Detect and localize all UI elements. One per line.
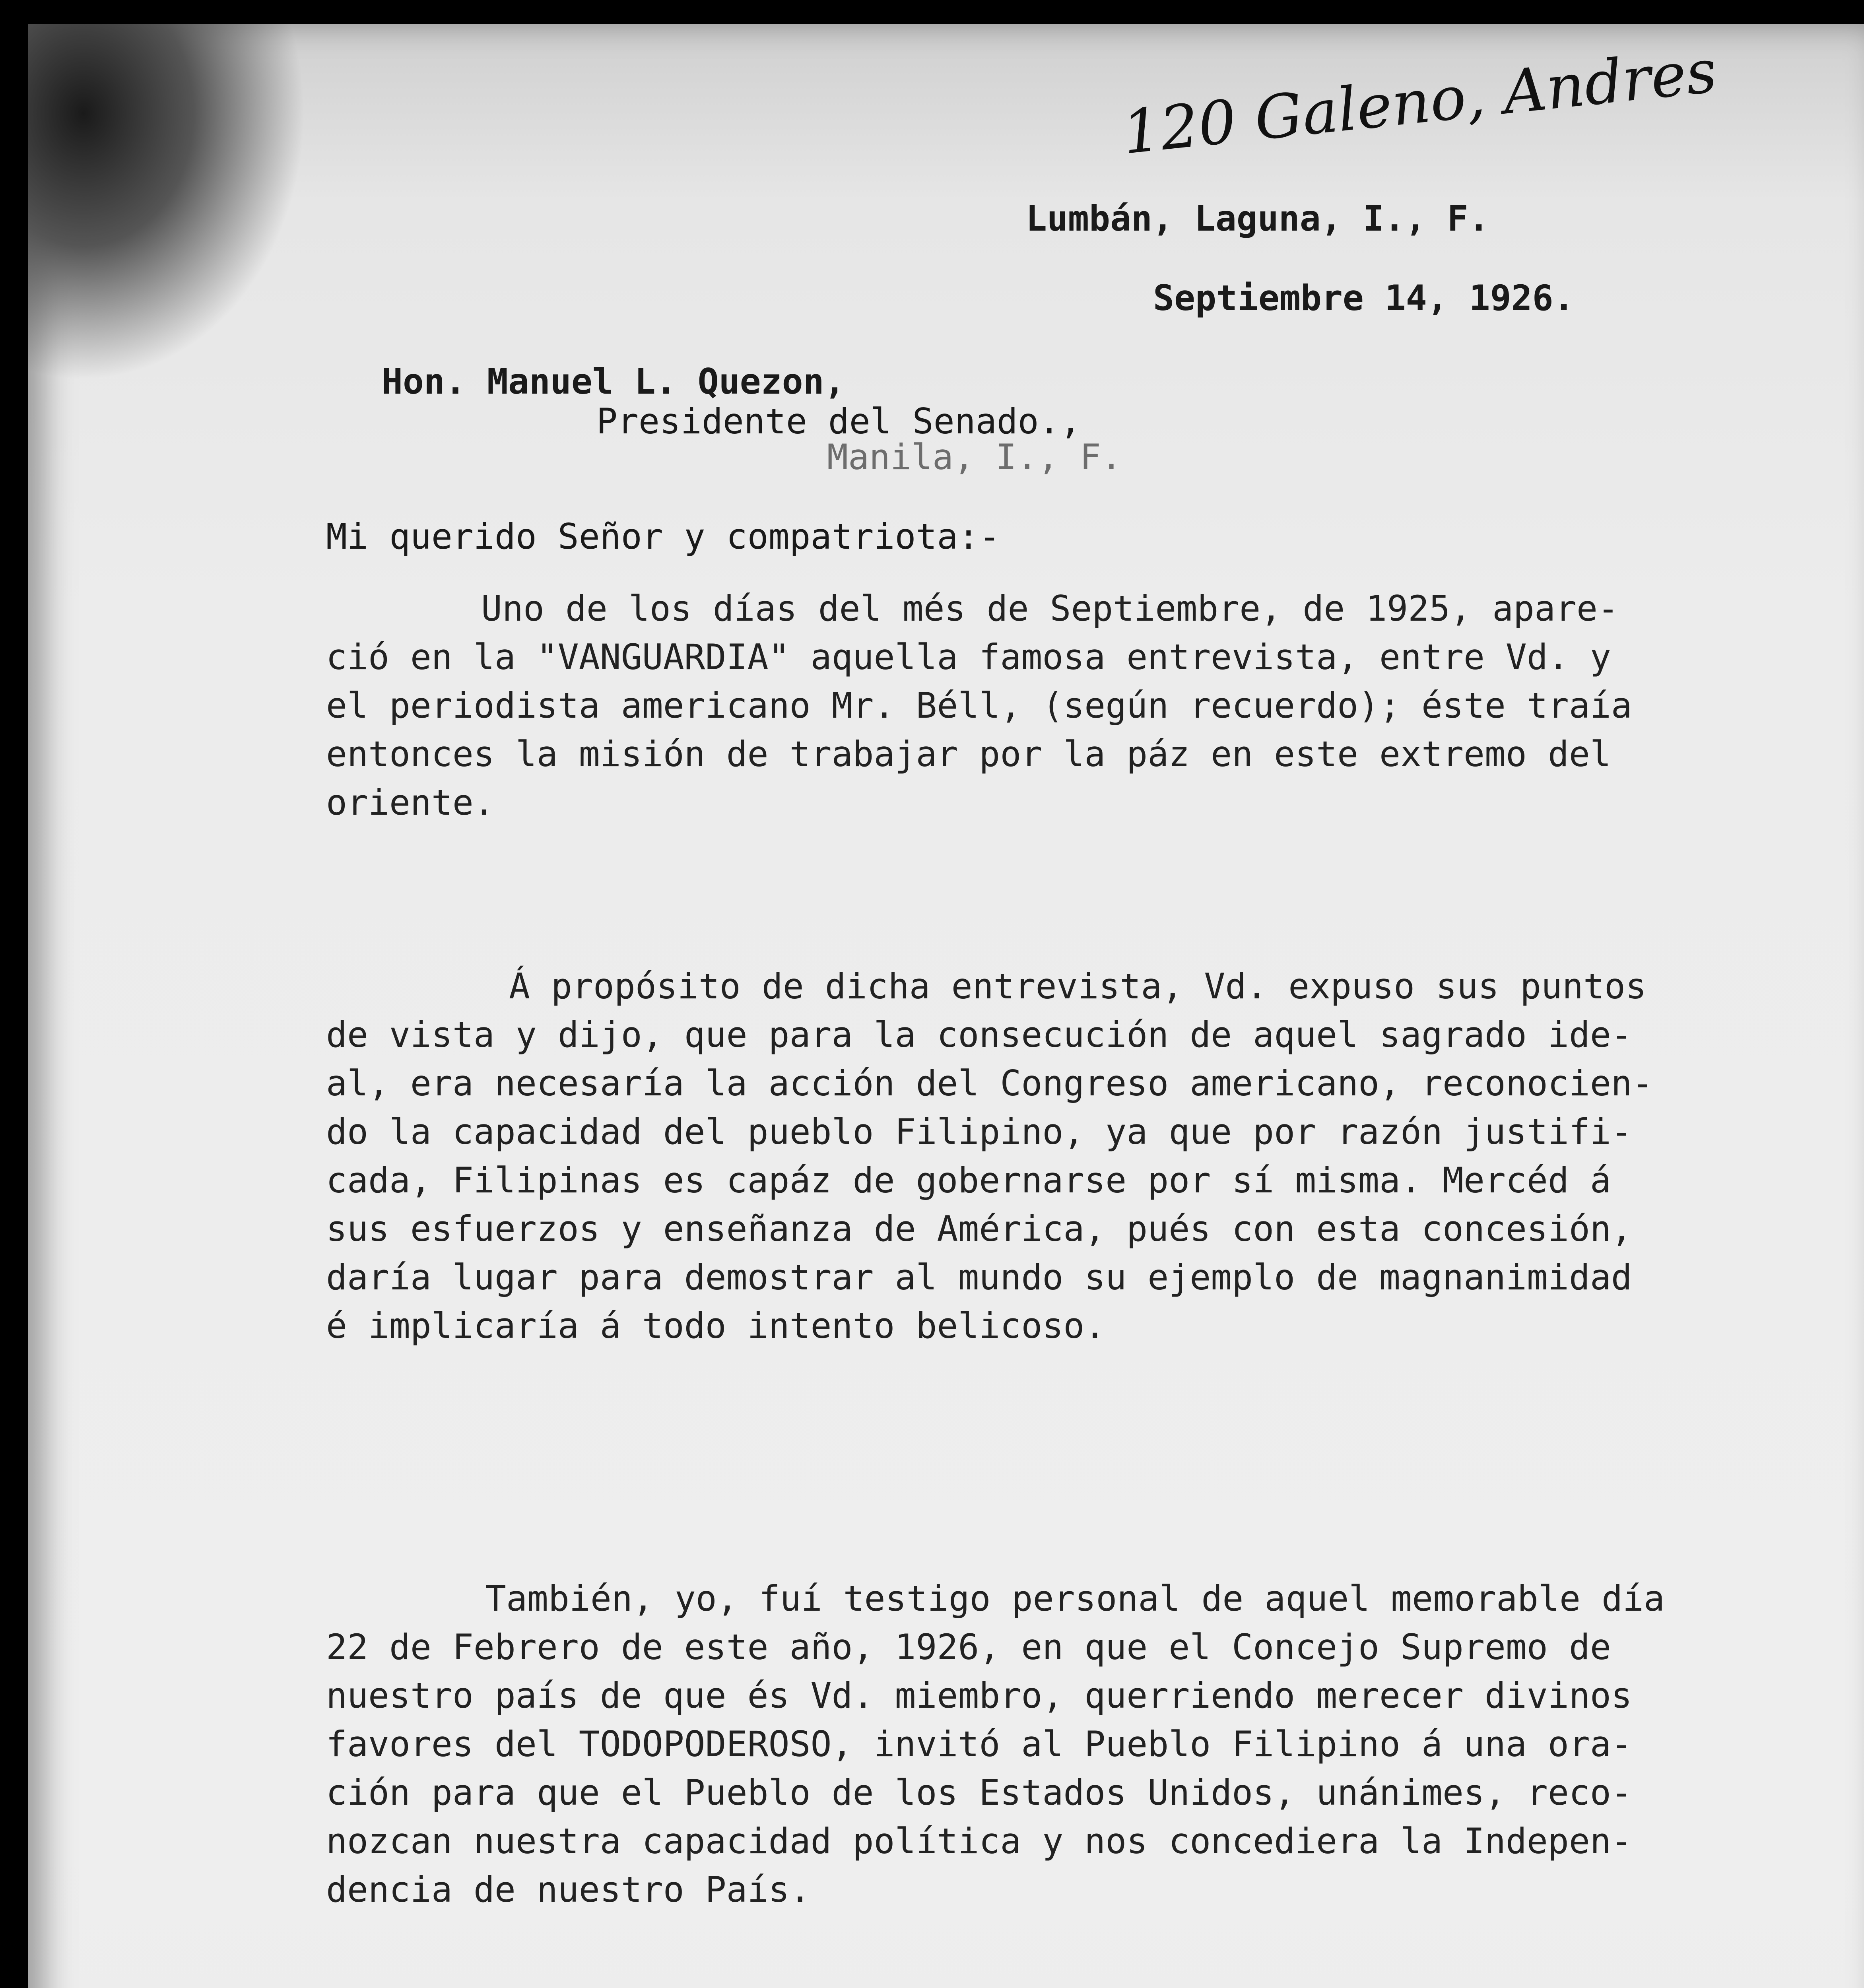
paragraph-line: También, yo, fuí testigo personal de aquel memorable día — [485, 1578, 1665, 1619]
paragraph-3 — [326, 1574, 1797, 1914]
paragraph-line: entonces la misión de trabajar por la páz en este extremo del — [326, 734, 1611, 775]
place-line: Lumbán, Laguna, I., F. — [1026, 198, 1489, 239]
paragraph-line: 22 de Febrero de este año, 1926, en que el Concejo Supremo de — [326, 1627, 1611, 1668]
paragraph-line: dencia de nuestro País. — [326, 1869, 811, 1910]
recipient-name: Hon. Manuel L. Quezon, — [382, 361, 845, 402]
paragraph-line: favores del TODOPODEROSO, invitó al Pueblo Filipino á una ora- — [326, 1724, 1632, 1765]
torn-corner — [28, 24, 306, 382]
paragraph-line: nuestro país de que és Vd. miembro, querriendo merecer divinos — [326, 1675, 1632, 1716]
paragraph-line: é implicaría á todo intento belicoso. — [326, 1305, 1106, 1346]
recipient-city: Manila, I., F. — [827, 437, 1122, 478]
paragraph-line: de vista y dijo, que para la consecución de aquel sagrado ide- — [326, 1014, 1632, 1055]
paragraph-line: Uno de los días del més de Septiembre, de 1925, apare- — [481, 588, 1619, 629]
paragraph-1 — [326, 584, 1797, 827]
paragraph-line: ció en la "VANGUARDIA" aquella famosa entrevista, entre Vd. y — [326, 637, 1611, 678]
paragraph-line: al, era necesaría la acción del Congreso americano, reconocien- — [326, 1063, 1653, 1104]
paragraph-line: el periodista americano Mr. Béll, (según recuerdo); éste traía — [326, 685, 1632, 726]
paragraph-line: nozcan nuestra capacidad política y nos concediera la Indepen- — [326, 1821, 1632, 1862]
paragraph-line: do la capacidad del pueblo Filipino, ya que por razón justifi- — [326, 1111, 1632, 1152]
date-line: Septiembre 14, 1926. — [1153, 278, 1575, 318]
paragraph-line: Á propósito de dicha entrevista, Vd. expuso sus puntos — [509, 966, 1647, 1007]
handwritten-note: 120 Galeno, Andres — [1119, 37, 1720, 168]
paragraph-line: oriente. — [326, 782, 495, 823]
paragraph-line: daría lugar para demostrar al mundo su ejemplo de magnanimidad — [326, 1257, 1632, 1298]
paragraph-2 — [326, 962, 1797, 1350]
paragraph-line: cada, Filipinas es capáz de gobernarse por sí misma. Mercéd á — [326, 1160, 1611, 1201]
recipient-title: Presidente del Senado., — [596, 401, 1081, 442]
paragraph-line: sus esfuerzos y enseñanza de América, pués con esta concesión, — [326, 1208, 1632, 1249]
paragraph-line: ción para que el Pueblo de los Estados Unidos, unánimes, reco- — [326, 1772, 1632, 1813]
salutation: Mi querido Señor y compatriota:- — [326, 516, 1000, 557]
